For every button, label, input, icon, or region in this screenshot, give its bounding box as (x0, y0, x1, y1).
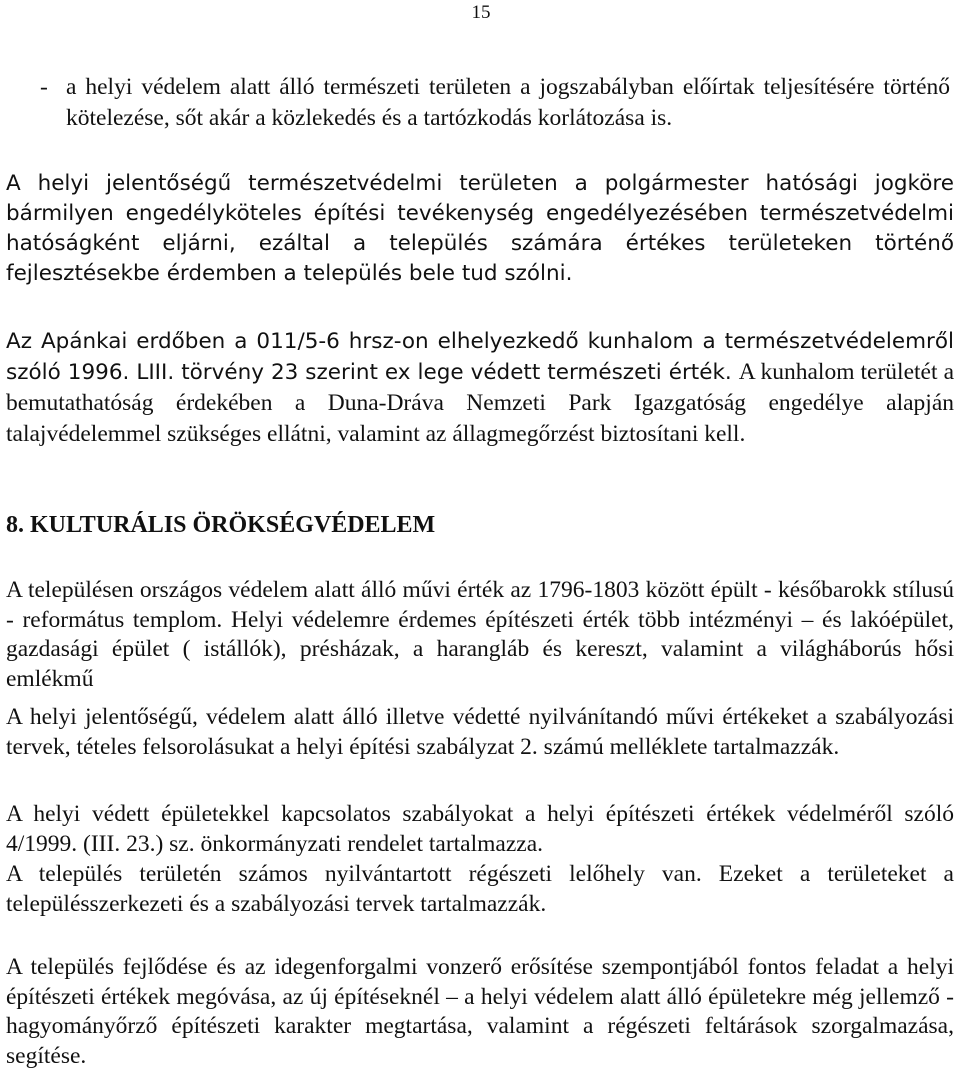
page-number: 15 (471, 2, 491, 23)
paragraph-local-values: A helyi jelentőségű, védelem alatt álló illetve védetté nyilvánítandó művi értékeket a szabályozási tervek, tételes felsorolásukat a helyi építési szabályzat 2. számú melléklete tartalmazzák. (6, 704, 954, 760)
paragraph-kunhalom (6, 327, 954, 450)
paragraph-archaeological-sites: A település területén számos nyilvántartott régészeti lelőhely van. Ezeket a területeket a településszerkezeti és a szabályozási tervek tartalmazzák. (6, 861, 954, 917)
paragraph-local-protection-authority: A helyi jelentőségű természetvédelmi területen a polgármester hatósági jogköre bármilyen engedélyköteles építési tevékenység engedélyezésében természetvédelmi hatóságként eljárni, ezáltal a település számára értékes területeken történő fejlesztésekbe érdemben a település bele tud szólni. (6, 171, 954, 286)
paragraph-kunhalom-part-a: Az Apánkai erdőben a 011/5-6 hrsz-on elhelyezkedő kunhalom a természetvédelemről szóló 1996. LIII. törvény 23 (6, 329, 954, 385)
paragraph-national-protection: A településen országos védelem alatt álló művi érték az 1796-1803 között épült - későbarokk stílusú - református templom. Helyi védelemre érdemes építészeti érték több intézményi – és lakóépület, gazdasági épület ( istállók), présházak, a harangláb és kereszt, valamint a világháborús hősi emlékmű (6, 577, 954, 693)
paragraph-local-regulation: A helyi védett épületekkel kapcsolatos szabályokat a helyi építészeti értékek védelméről szóló 4/1999. (III. 23.) sz. önkormányzati rendelet tartalmazza. (6, 801, 954, 857)
section-heading-cultural-heritage: 8. KULTURÁLIS ÖRÖKSÉGVÉDELEM (6, 512, 436, 538)
paragraph-kunhalom-part-b: szerint ex lege védett természeti érték. (298, 360, 732, 385)
paragraph-development-goals: A település fejlődése és az idegenforgalmi vonzerő erősítése szempontjából fontos feladat a helyi építészeti értékek megóvása, az új építéseknél – a helyi védelem alatt álló épületekre még jellemző - hagyományőrző építészeti karakter megtartása, valamint a régészeti feltárások szorgalmazása, segítése. (6, 954, 954, 1070)
paragraph-kunhalom-part-c: A kunhalom területét a bemutathatóság érdekében a Duna-Dráva Nemzeti Park Igazgatóság engedélye alapján talajvédelemmel szükséges ellátni, valamint az állagmegőrzést biztosítani kell. (6, 359, 954, 447)
bullet-text: a helyi védelem alatt álló természeti területen a jogszabályban előírtak teljesítésére történő kötelezése, sőt akár a közlekedés és a tartózkodás korlátozása is. (66, 74, 950, 131)
bullet-dash: - (40, 74, 48, 100)
